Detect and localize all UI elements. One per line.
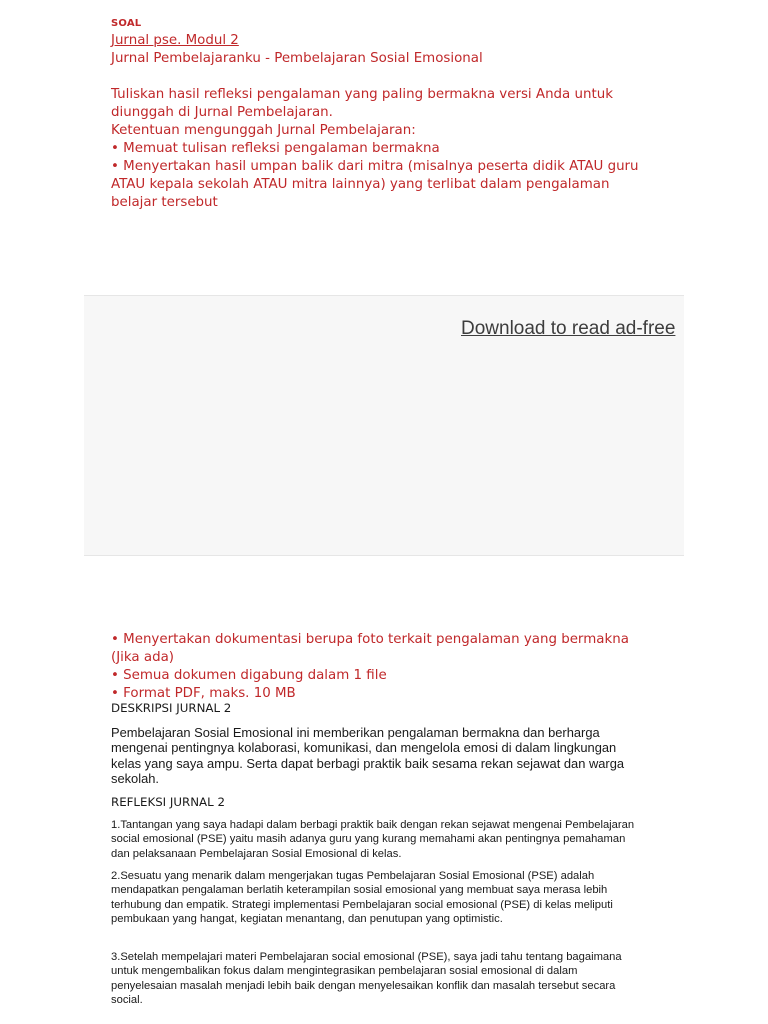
bullet-item: • Menyertakan dokumentasi berupa foto terkait pengalaman yang bermakna (Jika ada) (111, 632, 629, 665)
ad-banner (84, 295, 684, 556)
refleksi-paragraph-2 (111, 869, 641, 926)
bullet-item: • Format PDF, maks. 10 MB (111, 686, 296, 701)
deskripsi-text: Pembelajaran Sosial Emosional ini memberikan pengalaman bermakna dan berharga mengenai pentingnya kolaborasi, komunikasi, dan mengelola emosi di dalam lingkungan kelas yang saya ampu. Serta dapat berbagi praktik baik sesama rekan sejawat dan warga sekolah. (111, 725, 625, 787)
document-subtitle: Jurnal Pembelajaranku - Pembelajaran Sosial Emosional (111, 51, 483, 66)
jurnal-link[interactable]: Jurnal pse. Modul 2 (111, 33, 239, 48)
deskripsi-title: DESKRIPSI JURNAL 2 (111, 701, 232, 715)
rules-heading: Ketentuan mengunggah Jurnal Pembelajaran: (111, 123, 416, 138)
refleksi-title: REFLEKSI JURNAL 2 (111, 795, 225, 809)
bullet-item: • Menyertakan hasil umpan balik dari mitra (misalnya peserta didik ATAU guru ATAU kepala sekolah ATAU mitra lainnya) yang terlibat dalam pengalaman belajar tersebut (111, 159, 639, 210)
refleksi-paragraph-3 (111, 950, 641, 1007)
soal-label: SOAL (111, 18, 142, 29)
refleksi-text: 3.Setelah mempelajari materi Pembelajaran social emosional (PSE), saya jadi tahu tentang bagaimana untuk mengembalikan fokus dalam mengintegrasikan pembelajaran sosial emosional di dalam penyelesaian masalah menjadi lebih baik dengan menyelesaikan konflik dan masalah tersebut secara social. (111, 951, 622, 1006)
refleksi-paragraph-1 (111, 818, 641, 861)
instruction-intro: Tuliskan hasil refleksi pengalaman yang paling bermakna versi Anda untuk diunggah di Jurnal Pembelajaran. (111, 87, 613, 120)
bullet-item: • Memuat tulisan refleksi pengalaman bermakna (111, 141, 440, 156)
refleksi-text: 2.Sesuatu yang menarik dalam mengerjakan tugas Pembelajaran Sosial Emosional (PSE) adalah mendapatkan pengalaman berlatih keterampilan sosial emosional yang membuat saya merasa lebih terhubung dan empatik. Strategi implementasi Pembelajaran social emosional (PSE) di kelas meliputi pembukaan yang hangat, kegiatan menantang, dan penutupan yang optimistic. (111, 870, 613, 925)
download-ad-free-link[interactable]: Download to read ad-free (461, 318, 676, 339)
bullet-item: • Semua dokumen digabung dalam 1 file (111, 668, 387, 683)
refleksi-text: 1.Tantangan yang saya hadapi dalam berbagi praktik baik dengan rekan sejawat mengenai Pembelajaran social emosional (PSE) yaitu masih adanya guru yang kurang memahami akan pentingnya pemahaman dan pelaksanaan Pembelajaran Sosial Emosional di kelas. (111, 819, 635, 860)
document-page-top (0, 0, 768, 296)
